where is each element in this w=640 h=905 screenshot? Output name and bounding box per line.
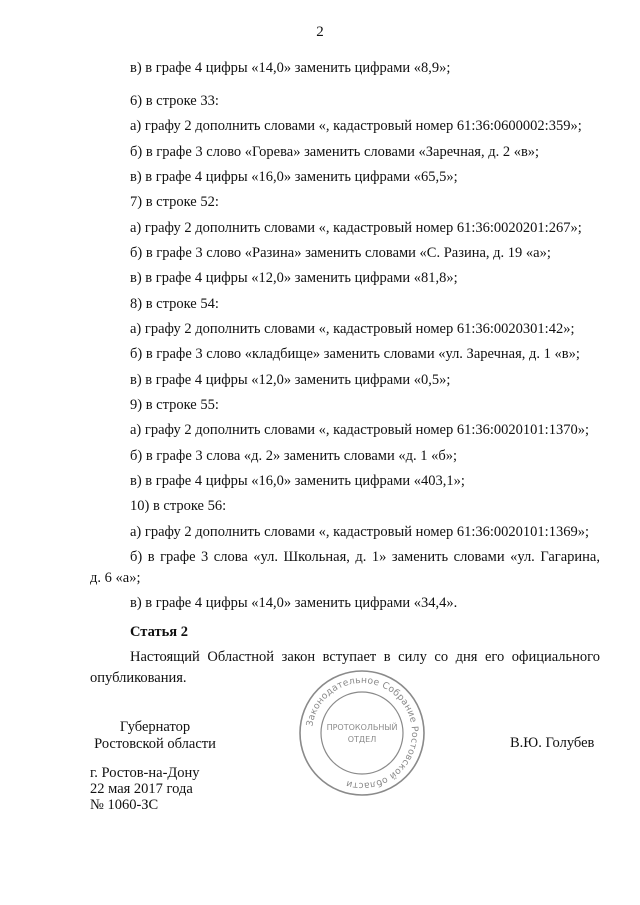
list-item: а) графу 2 дополнить словами «, кадастровый номер 61:36:0020101:1369»;: [130, 524, 589, 540]
list-item: в) в графе 4 цифры «12,0» заменить цифрами «0,5»;: [130, 372, 451, 388]
list-item: а) графу 2 дополнить словами «, кадастровый номер 61:36:0020101:1370»;: [130, 422, 589, 438]
list-item: 9) в строке 55:: [130, 397, 219, 413]
list-item: в) в графе 4 цифры «14,0» заменить цифрами «8,9»;: [130, 60, 451, 76]
article-text-continuation: опубликования.: [90, 670, 187, 686]
list-item-continuation: д. 6 «а»;: [90, 570, 141, 586]
document-number: № 1060-ЗС: [90, 797, 159, 813]
list-item: б) в графе 3 слово «кладбище» заменить словами «ул. Заречная, д. 1 «в»;: [130, 346, 580, 362]
official-stamp: [297, 668, 427, 798]
signatory-title-line: Ростовской области: [94, 736, 216, 752]
article-heading: Статья 2: [130, 624, 188, 640]
list-item: а) графу 2 дополнить словами «, кадастровый номер 61:36:0020301:42»;: [130, 321, 575, 337]
list-item: 8) в строке 54:: [130, 296, 219, 312]
list-item: б) в графе 3 слово «Разина» заменить словами «С. Разина, д. 19 «а»;: [130, 245, 551, 261]
place-date-block: [90, 765, 200, 813]
signatory-title: [80, 719, 230, 753]
date: 22 мая 2017 года: [90, 781, 193, 797]
list-item: б) в графе 3 слово «Горева» заменить словами «Заречная, д. 2 «в»;: [130, 144, 540, 160]
list-item: 7) в строке 52:: [130, 194, 219, 210]
stamp-ring-text: Законодательное Собрание Ростовской области: [304, 674, 421, 792]
list-item: б) в графе 3 слова «д. 2» заменить словами «д. 1 «б»;: [130, 448, 458, 464]
list-item: а) графу 2 дополнить словами «, кадастровый номер 61:36:0600002:359»;: [130, 118, 582, 134]
stamp-center-line: ОТДЕЛ: [347, 735, 377, 744]
list-item: 10) в строке 56:: [130, 498, 227, 514]
list-item: в) в графе 4 цифры «14,0» заменить цифрами «34,4».: [130, 595, 458, 611]
list-item: в) в графе 4 цифры «12,0» заменить цифрами «81,8»;: [130, 270, 458, 286]
list-item: в) в графе 4 цифры «16,0» заменить цифрами «403,1»;: [130, 473, 465, 489]
list-item: а) графу 2 дополнить словами «, кадастровый номер 61:36:0020201:267»;: [130, 220, 582, 236]
stamp-center-line: ПРОТОКОЛЬНЫЙ: [326, 723, 398, 732]
stamp-outer-ring: [300, 671, 424, 795]
list-item: 6) в строке 33:: [130, 93, 219, 109]
signatory-title-line: Губернатор: [119, 719, 191, 735]
article-text: Настоящий Областной закон вступает в силу со дня его официального: [130, 649, 600, 665]
list-item: в) в графе 4 цифры «16,0» заменить цифрами «65,5»;: [130, 169, 458, 185]
list-item-wrapped: б) в графе 3 слова «ул. Школьная, д. 1» заменить словами «ул. Гагарина,: [130, 549, 600, 565]
stamp-inner-ring: [321, 692, 403, 774]
page-number: 2: [316, 24, 324, 40]
signatory-name: В.Ю. Голубев: [510, 735, 595, 751]
city: г. Ростов-на-Дону: [90, 765, 200, 781]
